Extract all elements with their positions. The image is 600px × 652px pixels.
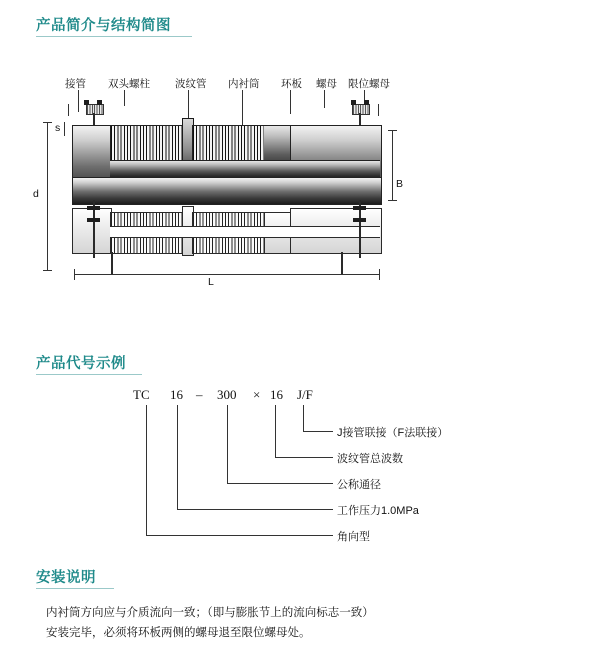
section-underline-structure bbox=[36, 36, 192, 37]
dim-B-line bbox=[392, 130, 393, 200]
nut-right-top-2 bbox=[364, 100, 369, 105]
code-desc-diameter: 公称通径 bbox=[337, 479, 381, 491]
bottom-rod-right-tail bbox=[341, 252, 343, 274]
code-leader-h-diameter bbox=[227, 483, 333, 484]
rod-left-top bbox=[93, 113, 95, 125]
dim-B-tick-top bbox=[388, 130, 397, 131]
label-inner-cylinder: 内衬筒 bbox=[228, 78, 260, 90]
section-title-install: 安装说明 bbox=[36, 570, 96, 586]
code-token-dash: – bbox=[196, 387, 203, 402]
install-note-2: 安装完毕，必须将环板两侧的螺母退至限位螺母处。 bbox=[46, 627, 311, 639]
code-leader-v-diameter bbox=[227, 405, 228, 483]
dim-label-d: d bbox=[33, 188, 39, 200]
nut-left-top bbox=[84, 100, 89, 105]
nut-right-top bbox=[351, 100, 356, 105]
install-note-1: 内衬筒方向应与介质流向一致；（即与膨胀节上的流向标志一致） bbox=[46, 607, 374, 619]
dim-d-tick-top bbox=[43, 122, 52, 123]
dim-L-line bbox=[74, 274, 380, 275]
code-leader-h-type bbox=[146, 535, 333, 536]
label-ring-plate: 环板 bbox=[281, 78, 302, 90]
leader-ring-plate bbox=[290, 90, 291, 114]
code-leader-h-connection bbox=[303, 431, 333, 432]
dim-B-tick-bottom bbox=[388, 200, 397, 201]
rod-right-top bbox=[359, 113, 361, 125]
dim-d-line bbox=[47, 122, 48, 270]
code-leader-v-pressure bbox=[177, 405, 178, 509]
leader-nozzle bbox=[78, 90, 79, 112]
structure-diagram bbox=[0, 60, 600, 300]
bottom-nut-right bbox=[353, 218, 366, 222]
dim-label-B: B bbox=[396, 178, 404, 190]
dim-label-L: L bbox=[208, 276, 214, 288]
dim-L-tick-right bbox=[379, 269, 380, 280]
code-token-pressure: 16 bbox=[170, 387, 183, 402]
code-desc-waves: 波纹管总波数 bbox=[337, 453, 403, 465]
code-leader-v-waves bbox=[275, 405, 276, 457]
bottom-nut-left bbox=[87, 218, 100, 222]
stud-right-top bbox=[352, 104, 370, 115]
code-desc-connection: J接管联接（F法联接） bbox=[337, 427, 449, 439]
dim-d-tick-bottom bbox=[43, 270, 52, 271]
product-code-diagram bbox=[0, 375, 600, 545]
label-limit-nut: 限位螺母 bbox=[348, 78, 390, 90]
dim-s-line bbox=[64, 122, 65, 136]
leader-nut bbox=[324, 90, 325, 108]
stud-left-top bbox=[86, 104, 104, 115]
code-leader-h-pressure bbox=[177, 509, 333, 510]
code-leader-v-connection bbox=[303, 405, 304, 431]
ref-line-left bbox=[68, 104, 69, 116]
bottom-nut-right-2 bbox=[353, 206, 366, 210]
code-token-waves: 16 bbox=[270, 387, 283, 402]
code-desc-type: 角向型 bbox=[337, 531, 370, 543]
code-token-diameter: 300 bbox=[217, 387, 237, 402]
bottom-rod-left-tail bbox=[111, 252, 113, 274]
dim-label-s: s bbox=[55, 122, 61, 134]
code-token-type: TC bbox=[133, 387, 150, 402]
code-token-times: × bbox=[253, 387, 261, 402]
code-leader-h-waves bbox=[275, 457, 333, 458]
label-nut: 螺母 bbox=[316, 78, 337, 90]
section-title-structure: 产品简介与结构简图 bbox=[36, 18, 171, 34]
bottom-nut-left-2 bbox=[87, 206, 100, 210]
leader-double-stud bbox=[124, 90, 125, 106]
code-desc-pressure: 工作压力1.0MPa bbox=[337, 505, 419, 517]
nut-left-top-2 bbox=[97, 100, 102, 105]
bottom-view-left-pipe bbox=[72, 208, 112, 254]
ref-line-right bbox=[378, 104, 379, 116]
bottom-view-centerline-band bbox=[110, 226, 380, 238]
label-double-stud: 双头螺柱 bbox=[108, 78, 150, 90]
code-token-connection: J/F bbox=[297, 387, 313, 402]
dim-L-tick-left bbox=[74, 269, 75, 280]
label-nozzle: 接管 bbox=[65, 78, 86, 90]
body-lower-band bbox=[72, 177, 382, 205]
label-bellows: 波纹管 bbox=[175, 78, 207, 90]
section-title-code: 产品代号示例 bbox=[36, 356, 126, 372]
code-leader-v-type bbox=[146, 405, 147, 535]
section-underline-install bbox=[36, 588, 114, 589]
